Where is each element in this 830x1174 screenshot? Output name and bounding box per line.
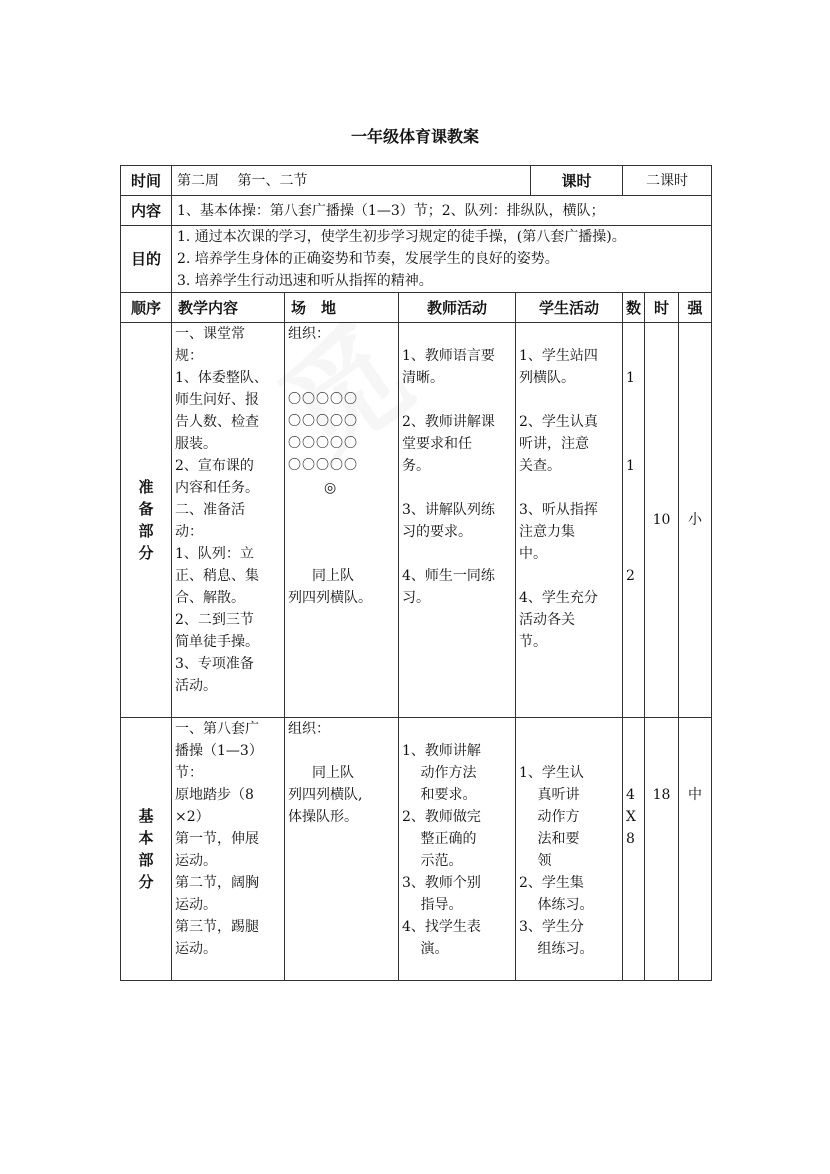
basic-counts: 4 X 8 xyxy=(623,718,645,981)
formation-row: 〇〇〇〇〇 xyxy=(288,436,359,451)
col-field: 场 地 xyxy=(285,293,399,323)
time-label: 时间 xyxy=(121,166,172,196)
formation-row: 〇〇〇〇〇 xyxy=(288,414,359,429)
goal-item: 3. 培养学生行动迅速和听从指挥的精神。 xyxy=(177,273,433,289)
prep-content: 一、课堂常 规： 1、体委整队、 师生问好、报 告人数、检查 服装。 2、宣布课的 内容和任务。 二、准备活 动： 1、队列：立 正、稍息、集 合、解散。 2、二到三节 简单徒手操。 3、专项准备 活动。 xyxy=(172,323,285,718)
row-time xyxy=(121,166,712,196)
basic-intensity: 中 xyxy=(679,718,712,981)
column-header-row xyxy=(121,293,712,323)
basic-row xyxy=(121,718,712,981)
basic-student: 1、学生认 真听讲 动作方 法和要 领 2、学生集 体练习。 3、学生分 组练习。 xyxy=(516,718,623,981)
col-count: 数 xyxy=(623,293,645,323)
lesson-plan-table xyxy=(120,165,712,981)
col-student: 学生活动 xyxy=(516,293,623,323)
page-title: 一年级体育课教案 xyxy=(350,127,479,146)
goal-item: 2. 培养学生身体的正确姿势和节奏，发展学生的良好的姿势。 xyxy=(177,251,559,267)
prep-counts: 1 1 2 xyxy=(623,323,645,718)
field-label: 组织： xyxy=(288,326,330,342)
basic-time: 18 xyxy=(645,718,679,981)
prep-teacher: 1、教师语言要 清晰。 2、教师讲解课 堂要求和任 务。 3、讲解队列练 习的要求。 4、师生一同练 习。 xyxy=(399,323,516,718)
period-label: 课时 xyxy=(531,166,623,196)
col-intensity: 强 xyxy=(679,293,712,323)
prep-student: 1、学生站四 列横队。 2、学生认真 听讲，注意 关查。 3、听从指挥 注意力集 中。 4、学生充分 活动各关 节。 xyxy=(516,323,623,718)
basic-teacher: 1、教师讲解 动作方法 和要求。 2、教师做完 整正确的 示范。 3、教师个别 指导。 4、找学生表 演。 xyxy=(399,718,516,981)
prep-row xyxy=(121,323,712,718)
col-content: 教学内容 xyxy=(172,293,285,323)
goal-label: 目的 xyxy=(121,226,172,293)
col-order: 顺序 xyxy=(121,293,172,323)
goal-item: 1. 通过本次课的学习，使学生初步学习规定的徒手操，(第八套广播操)。 xyxy=(177,229,626,245)
prep-field: 组织： 〇〇〇〇〇 〇〇〇〇〇 〇〇〇〇〇 〇〇〇〇〇 ◎ 同上队 列四列横队。 xyxy=(285,323,399,718)
field-label: 组织： xyxy=(288,721,330,737)
row-goals xyxy=(121,226,712,293)
formation-row: 〇〇〇〇〇 xyxy=(288,392,359,407)
content-value: 1、基本体操：第八套广播操（1—3）节；2、队列：排纵队，横队； xyxy=(172,196,712,226)
basic-field: 组织： 同上队 列四列横队, 体操队形。 xyxy=(285,718,399,981)
row-content xyxy=(121,196,712,226)
time-value: 第二周 第一、二节 xyxy=(172,166,531,196)
goal-cell xyxy=(172,226,712,293)
prep-section-label: 准 备 部 分 xyxy=(121,323,172,718)
period-value: 二课时 xyxy=(623,166,712,196)
prep-intensity: 小 xyxy=(679,323,712,718)
basic-content: 一、第八套广 播操（1—3） 节： 原地踏步（8 ×2） 第一节，伸展 运动。 第二节，阔胸 运动。 第三节，踢腿 运动。 xyxy=(172,718,285,981)
col-teacher: 教师活动 xyxy=(399,293,516,323)
formation-row: 〇〇〇〇〇 xyxy=(288,458,359,473)
basic-section-label: 基 本 部 分 xyxy=(121,718,172,981)
teacher-position-icon: ◎ xyxy=(324,480,337,496)
col-time: 时 xyxy=(645,293,679,323)
prep-time: 10 xyxy=(645,323,679,718)
content-label: 内容 xyxy=(121,196,172,226)
